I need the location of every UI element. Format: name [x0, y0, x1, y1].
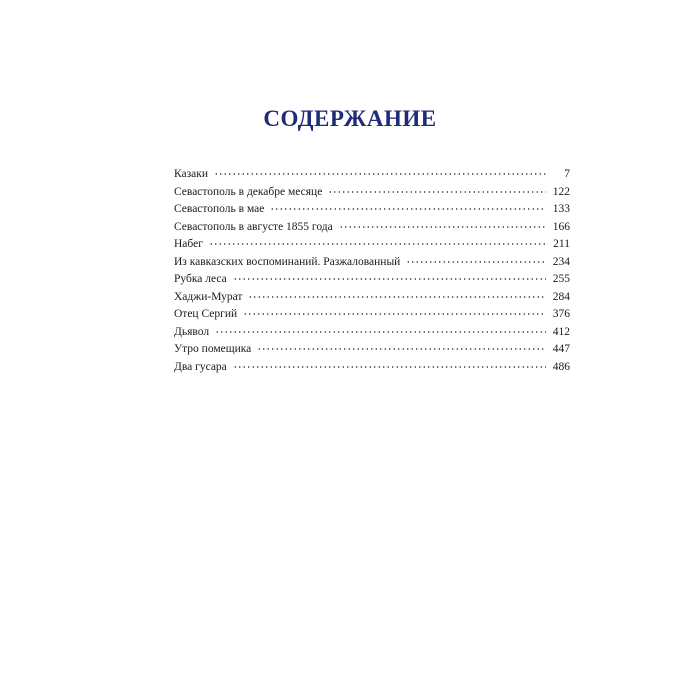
dot-leader: [339, 226, 546, 228]
dot-leader: [270, 208, 546, 210]
toc-entry: [174, 289, 570, 307]
toc-entry-page: 447: [552, 343, 570, 355]
toc-entry: [174, 184, 570, 202]
toc-entry-page: 284: [552, 290, 570, 303]
toc-entry-page: 376: [552, 308, 570, 320]
dot-leader: [248, 296, 546, 298]
dot-leader: [214, 173, 546, 175]
toc-entry-page: 234: [552, 255, 570, 268]
toc-entry-page: 7: [564, 168, 570, 180]
dot-leader: [215, 331, 546, 333]
toc-entry-page: 122: [552, 185, 570, 198]
table-of-contents: [174, 166, 570, 376]
toc-entry-title: Севастополь в мае: [174, 203, 265, 215]
dot-leader: [257, 348, 546, 350]
toc-entry: [174, 166, 570, 184]
toc-entry-title: Севастополь в августе 1855 года: [174, 220, 333, 233]
toc-entry-title: Два гусара: [174, 360, 227, 373]
toc-entry: [174, 306, 570, 324]
toc-entry-title: Севастополь в декабре месяце: [174, 185, 323, 198]
toc-entry-page: 255: [552, 273, 570, 285]
toc-entry: [174, 359, 570, 377]
toc-entry-title: Казаки: [174, 168, 209, 180]
toc-entry-title: Утро помещика: [174, 343, 252, 355]
toc-entry-page: 133: [552, 203, 570, 215]
toc-entry-title: Набег: [174, 238, 203, 250]
toc-entry-title: Из кавказских воспоминаний. Разжалованный: [174, 255, 401, 268]
dot-leader: [328, 191, 546, 193]
toc-entry: [174, 201, 570, 219]
page-title: СОДЕРЖАНИЕ: [263, 106, 437, 131]
toc-entry: [174, 219, 570, 237]
toc-entry-title: Хаджи-Мурат: [174, 290, 243, 303]
toc-entry: [174, 271, 570, 289]
dot-leader: [233, 278, 546, 280]
dot-leader: [243, 313, 546, 315]
toc-entry: [174, 236, 570, 254]
toc-entry-title: Дьявол: [174, 325, 210, 338]
toc-entry-title: Отец Сергий: [174, 308, 238, 320]
toc-entry: [174, 341, 570, 359]
dot-leader: [406, 261, 546, 263]
toc-entry-page: 486: [552, 360, 570, 373]
toc-entry: [174, 324, 570, 342]
toc-entry: [174, 254, 570, 272]
dot-leader: [209, 243, 546, 245]
toc-entry-page: 412: [552, 325, 570, 338]
toc-entry-title: Рубка леса: [174, 273, 227, 285]
dot-leader: [233, 366, 546, 368]
toc-entry-page: 166: [552, 220, 570, 233]
toc-entry-page: 211: [553, 238, 570, 250]
